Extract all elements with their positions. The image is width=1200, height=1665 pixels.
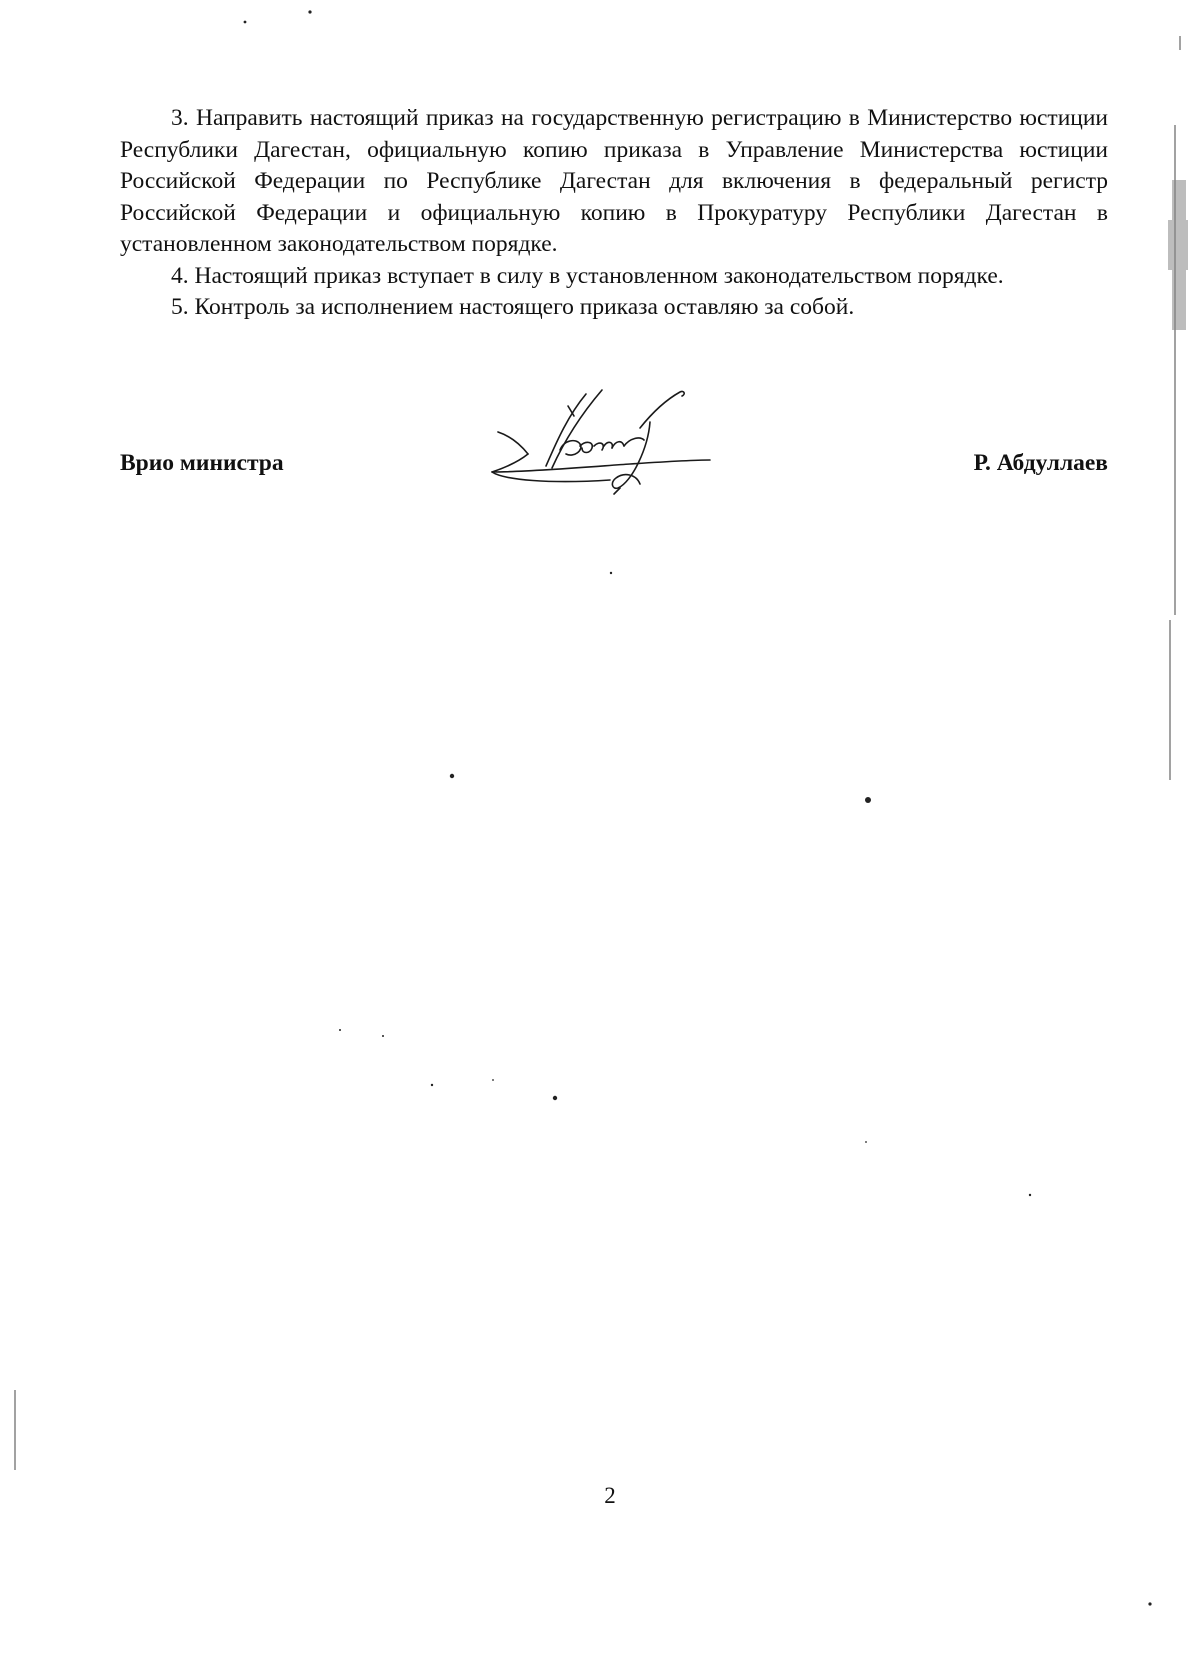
paragraph-5: 5. Контроль за исполнением настоящего приказа оставляю за собой. (171, 294, 855, 320)
document-body (120, 103, 1108, 324)
paragraph-4: 4. Настоящий приказ вступает в силу в установленном законодательством порядке. (171, 262, 1004, 289)
handwritten-signature (490, 388, 750, 518)
signer-position: Врио министра (120, 450, 284, 476)
paragraph-3: 3. Направить настоящий приказ на государственную регистрацию в Министерство юстиции Республики Дагестан, официальную копию приказа в Управление Министерства юстиции Российской Федерации по Республике Дагестан для включения в федеральный регистр Российской Федерации и официальную копию в Прокуратуру Республики Дагестан в установленном законодательством порядке. (120, 105, 1108, 257)
signer-name: Р. Абдуллаев (973, 450, 1108, 476)
page-number: 2 (604, 1483, 616, 1508)
